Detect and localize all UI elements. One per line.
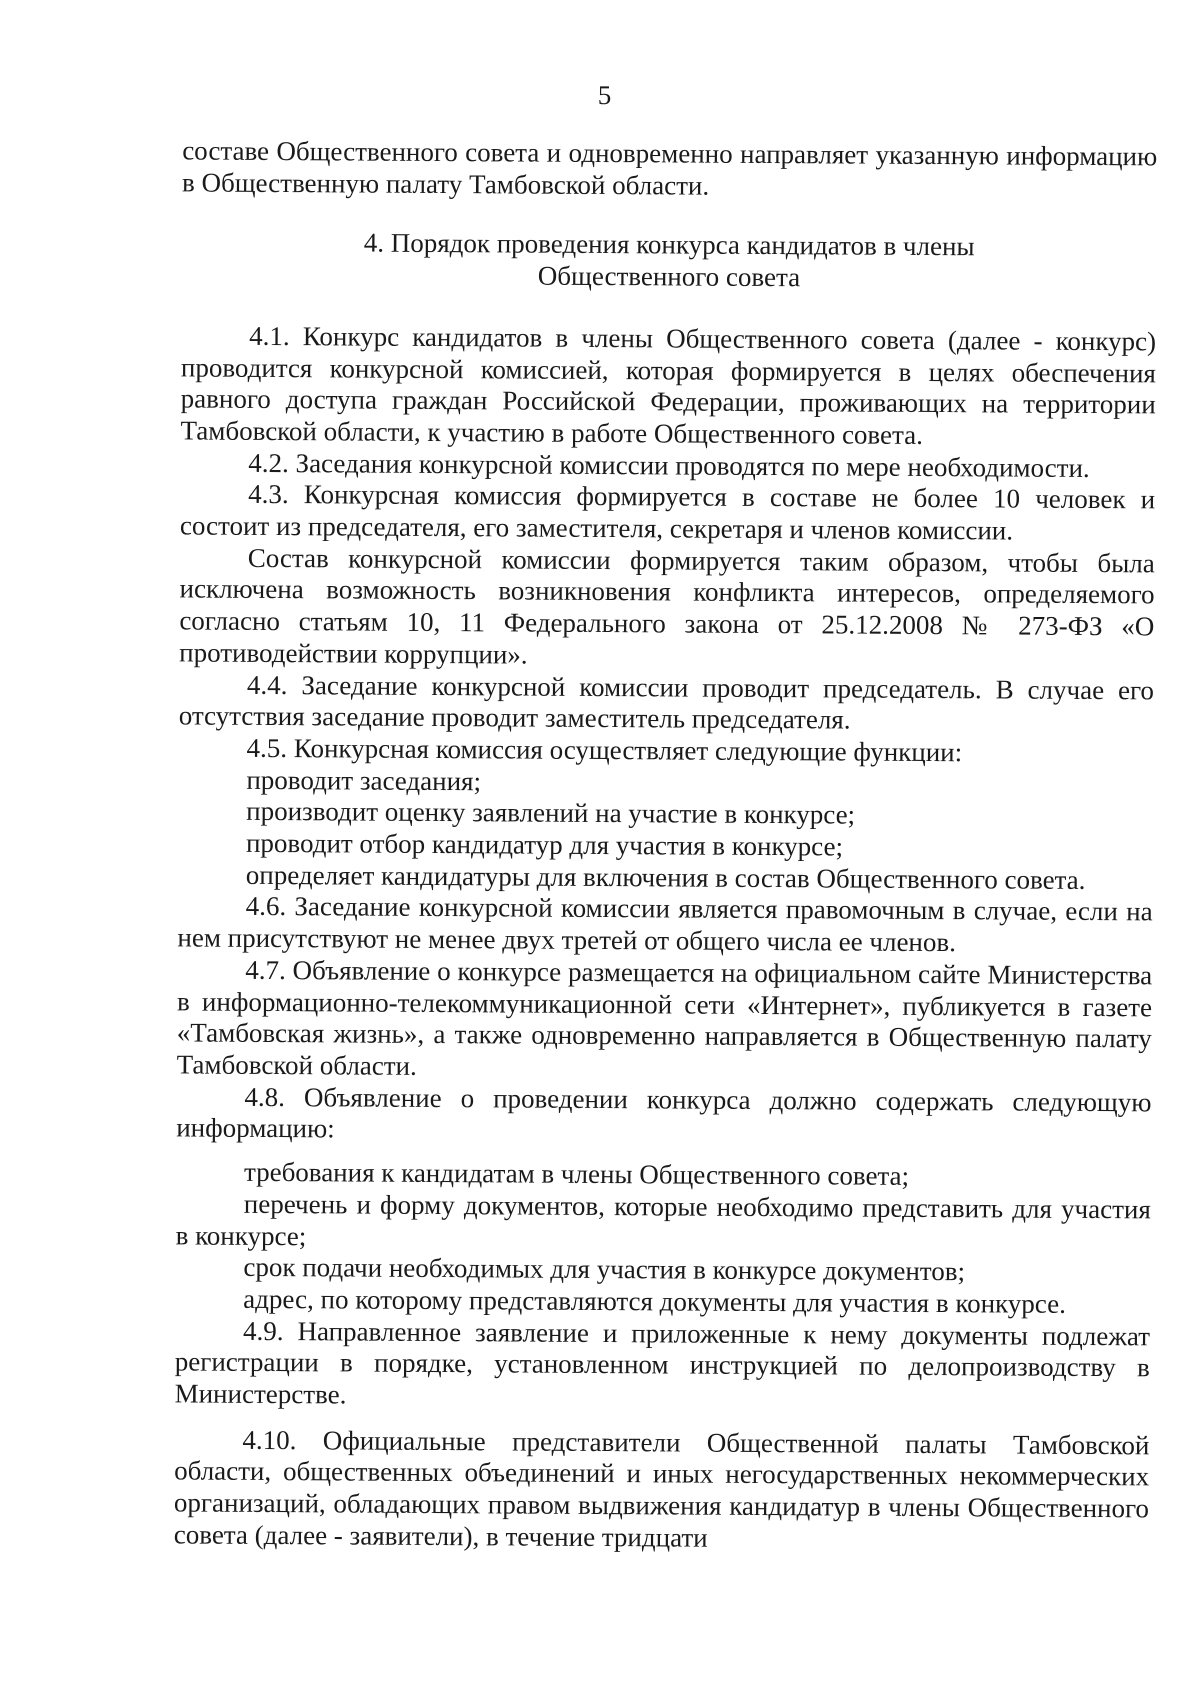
- section-heading: [181, 227, 1156, 296]
- list-item: производит оценку заявлений на участие в конкурсе;: [246, 796, 856, 830]
- list-item: определяет кандидатуры для включения в состав Общественного совета.: [245, 859, 1086, 895]
- document-body: [174, 135, 1158, 1556]
- paragraph-4-3-composition: Состав конкурсной комиссии формируется таким образом, чтобы была исключена возможность возникновения конфликта интересов, определяемого согласно статьям 10, 11 Федерального закона от 25.12.2008 № 273-ФЗ «О противодействии коррупции».: [179, 542, 1155, 670]
- paragraph-4-6: 4.6. Заседание конкурсной комиссии является правомочным в случае, если на нем присутствуют не менее двух третей от общего числа ее членов.: [177, 891, 1153, 958]
- list-item: адрес, по которому представляются документы для участия в конкурсе.: [243, 1283, 1066, 1319]
- list-item: срок подачи необходимых для участия в конкурсе документов;: [243, 1252, 966, 1287]
- paragraph-4-2: 4.2. Заседания конкурсной комиссии проводятся по мере необходимости.: [248, 447, 1090, 483]
- page-number: 5: [597, 79, 612, 111]
- intro-paragraph: составе Общественного совета и одновременно направляет указанную информацию в Общественную палату Тамбовской области.: [181, 135, 1158, 201]
- section-heading-line-2: Общественного совета: [537, 260, 801, 293]
- list-item: проводит заседания;: [246, 764, 482, 796]
- paragraph-4-4: 4.4. Заседание конкурсной комиссии проводит председатель. В случае его отсутствия заседание проводит заместитель председателя.: [178, 669, 1155, 735]
- section-heading-line-1: 4. Порядок проведения конкурса кандидатов в члены: [363, 227, 975, 262]
- paragraph-4-9: 4.9. Направленное заявление и приложенные к нему документы подлежат регистрации в порядке, установленном инструкцией по делопроизводству в Министерстве.: [174, 1315, 1151, 1410]
- paragraph-4-7: 4.7. Объявление о конкурсе размещается на официальном сайте Министерства в информационно-телекоммуникационной сети «Интернет», публикуется в газете «Тамбовская жизнь», а также одновременно направляется в Общественную палату Тамбовской области.: [176, 954, 1153, 1081]
- paragraph-4-8: 4.8. Объявление о проведении конкурса должно содержать следующую информацию:: [176, 1081, 1152, 1144]
- list-item: проводит отбор кандидатур для участия в конкурсе;: [245, 827, 844, 862]
- list-item: требования к кандидатам в члены Общественного совета;: [243, 1156, 910, 1191]
- list-item: перечень и форму документов, которые необходимо представить для участия в конкурсе;: [175, 1188, 1151, 1251]
- paragraph-4-10: 4.10. Официальные представители Общественной палаты Тамбовской области, общественных объединений и иных негосударственных некоммерческих организаций, обладающих правом выдвижения кандидатур в члены Общественного совета (далее - заявители), в течение тридцати: [173, 1424, 1150, 1553]
- paragraph-4-5: 4.5. Конкурсная комиссия осуществляет следующие функции:: [246, 732, 963, 768]
- paragraph-4-1: 4.1. Конкурс кандидатов в члены Общественного совета (далее - конкурс) проводится конкурсной комиссией, которая формируется в целях обеспечения равного доступа граждан Российской Федерации, проживающих на территории Тамбовской области, к участию в работе Общественного совета.: [180, 320, 1157, 450]
- paragraph-4-3: 4.3. Конкурсная комиссия формируется в составе не более 10 человек и состоит из председателя, его заместителя, секретаря и членов комиссии.: [179, 479, 1156, 546]
